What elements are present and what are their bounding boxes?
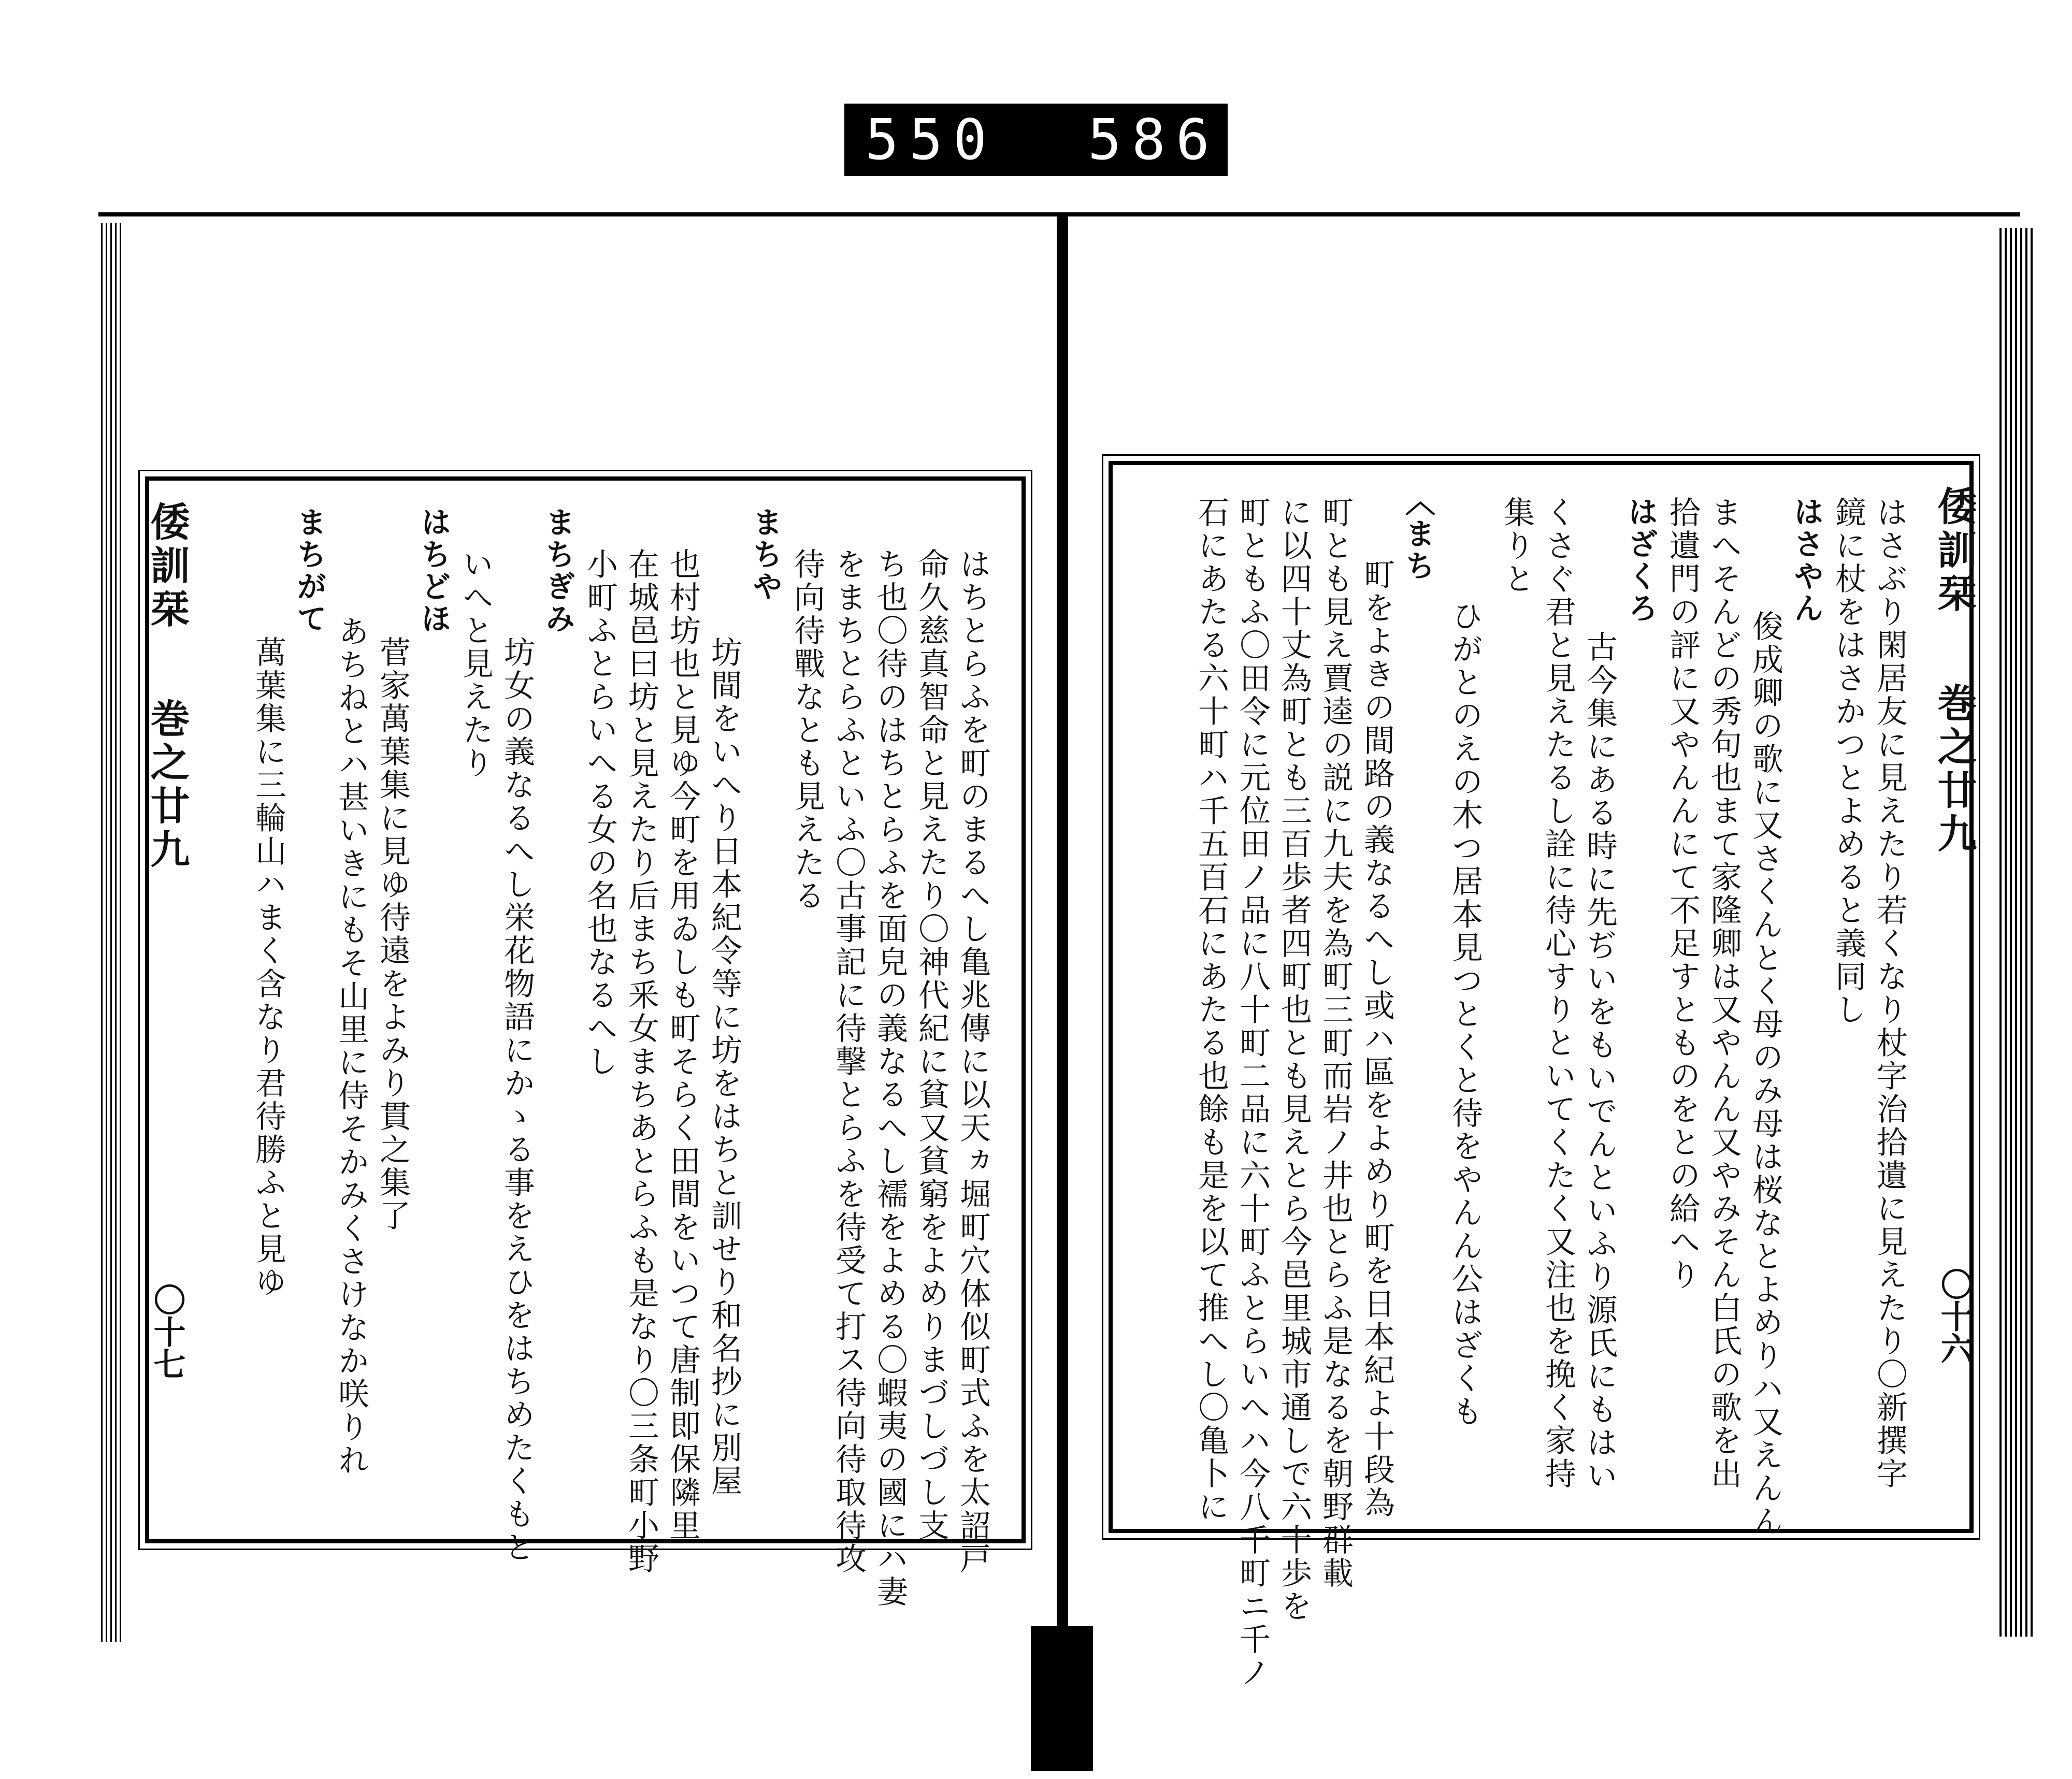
right-page-volume: 巻之廿九 xyxy=(1931,683,1977,857)
entry-heading: まちぎみ xyxy=(540,507,575,635)
right-page-number: 〇十六 xyxy=(1935,1268,1973,1364)
text-column: をまちとらふといふ〇古事記に待撃とらふを待受て打ス待向待取待攻 xyxy=(830,548,867,1575)
text-column: 小町ふとらいへる女の名也なるへし xyxy=(582,548,618,1078)
text-column: 命久慈真智命と見えたり〇神代紀に貧又貧窮をよめりまづしづし支 xyxy=(913,548,949,1542)
text-column: 坊間をいへり日本紀令等に坊をはちと訓せり和名抄に別屋 xyxy=(706,636,742,1498)
text-column: ち也〇待のはちとらふを面皃の義なるへし襦をよめる〇蝦夷の國にハ妻 xyxy=(872,548,908,1609)
text-column: 古今集にある時に先ぢいをもいでんといふり源氏にもはい xyxy=(1581,631,1618,1493)
text-column: 萬葉集に三輪山ハまく含なり君待勝ふと見ゆ xyxy=(250,636,286,1299)
text-column: 菅家萬葉集に見ゆ待遠をよみり貫之集了 xyxy=(375,636,411,1233)
right-page-edge xyxy=(1999,228,2036,1637)
text-column: 在城邑曰坊と見えたり后まち釆女まちあとらふも是なり〇三条町小野 xyxy=(623,548,659,1575)
book-gutter xyxy=(1057,212,1068,1647)
text-column: くさぐ君と見えたるし詮に待心すりといてくたく又注也を挽く家持 xyxy=(1540,496,1576,1491)
right-page-side-title: 倭訓栞 xyxy=(1931,486,1977,616)
text-column: いへと見えたり xyxy=(457,548,494,780)
right-page xyxy=(1109,461,1977,1689)
entry-heading: はちどほ xyxy=(416,507,451,635)
text-column: に以四十丈為町とも三百歩者四町也とも見えとら今邑里城市通しで六十歩を xyxy=(1276,496,1312,1623)
text-column: はちとらふを町のまるへし亀兆傳に以天ヵ堀町穴体似町式ふを太詔戸 xyxy=(955,548,991,1575)
gutter-binding xyxy=(1031,1626,1093,1771)
archive-number-label xyxy=(844,104,1264,176)
entry-heading: まちがて xyxy=(292,507,327,635)
text-column: 町とも見え賈逵の説に九夫を為町三町而岩ノ井也とらふ是なるを朝野群載 xyxy=(1317,496,1354,1590)
poem-column: ひがとのえの木つ居本見つとくと待をやんん公はざくも xyxy=(1447,600,1483,1428)
entry-heading: はさやん xyxy=(1789,496,1824,625)
text-column: 鏡に杖をはさかつとよめると義同し xyxy=(1830,496,1866,1026)
entry-heading: 〈まち xyxy=(1400,486,1435,582)
text-column: まへそんどの秀句也まて家隆卿は又やんん又やみそん白氏の歌を出 xyxy=(1706,496,1742,1491)
archive-number-right: 586. xyxy=(1088,107,1264,172)
text-column: 町をよきの間路の義なるへし或ハ區をよめり町を日本紀よ十段為 xyxy=(1359,558,1395,1520)
text-column: 待向待戰なとも見えたる xyxy=(789,548,825,913)
archive-number-left: 550 xyxy=(865,107,998,172)
text-column: 拾遺門の評に又やんんにて不足すとものをとの給へり xyxy=(1664,496,1701,1292)
text-column: 集りと xyxy=(1499,496,1535,596)
entry-heading: はざくろ xyxy=(1623,496,1658,625)
left-page-side-title: 倭訓栞 xyxy=(144,501,190,632)
text-column: 俊成卿の歌に又さくんとく母のみ母は桜なとよめりハ又えんん xyxy=(1747,610,1783,1538)
text-column: 町ともふ〇田令に元位田ノ品に八十町二品に六十町ふとらいへハ今八千町ニ千ノ xyxy=(1234,496,1271,1689)
text-column: 也村坊也と見ゆ今町を用ゐしも町そらく田間をいつて唐制即保隣里 xyxy=(665,548,701,1542)
left-page-number: 〇十七 xyxy=(148,1283,186,1380)
left-page-edge xyxy=(101,223,122,1642)
text-column: 坊女の義なるへし栄花物語にかゝる事をえひをはちめたくもと xyxy=(499,636,535,1564)
entry-heading: まちや xyxy=(747,507,783,603)
left-page xyxy=(144,476,1026,1609)
text-column: 石にあたる六十町ハ千五百石にあたる也餘も是を以て推へし〇亀卜に xyxy=(1193,496,1229,1524)
poem-column: あちねとハ甚いきにもそ山里に侍そかみくさけなか咲りれ xyxy=(333,615,369,1477)
text-column: はさぶり閑居友に見えたり若くなり杖字治拾遺に見えたり〇新撰字 xyxy=(1872,496,1908,1491)
left-page-volume: 巻之廿九 xyxy=(144,698,190,872)
